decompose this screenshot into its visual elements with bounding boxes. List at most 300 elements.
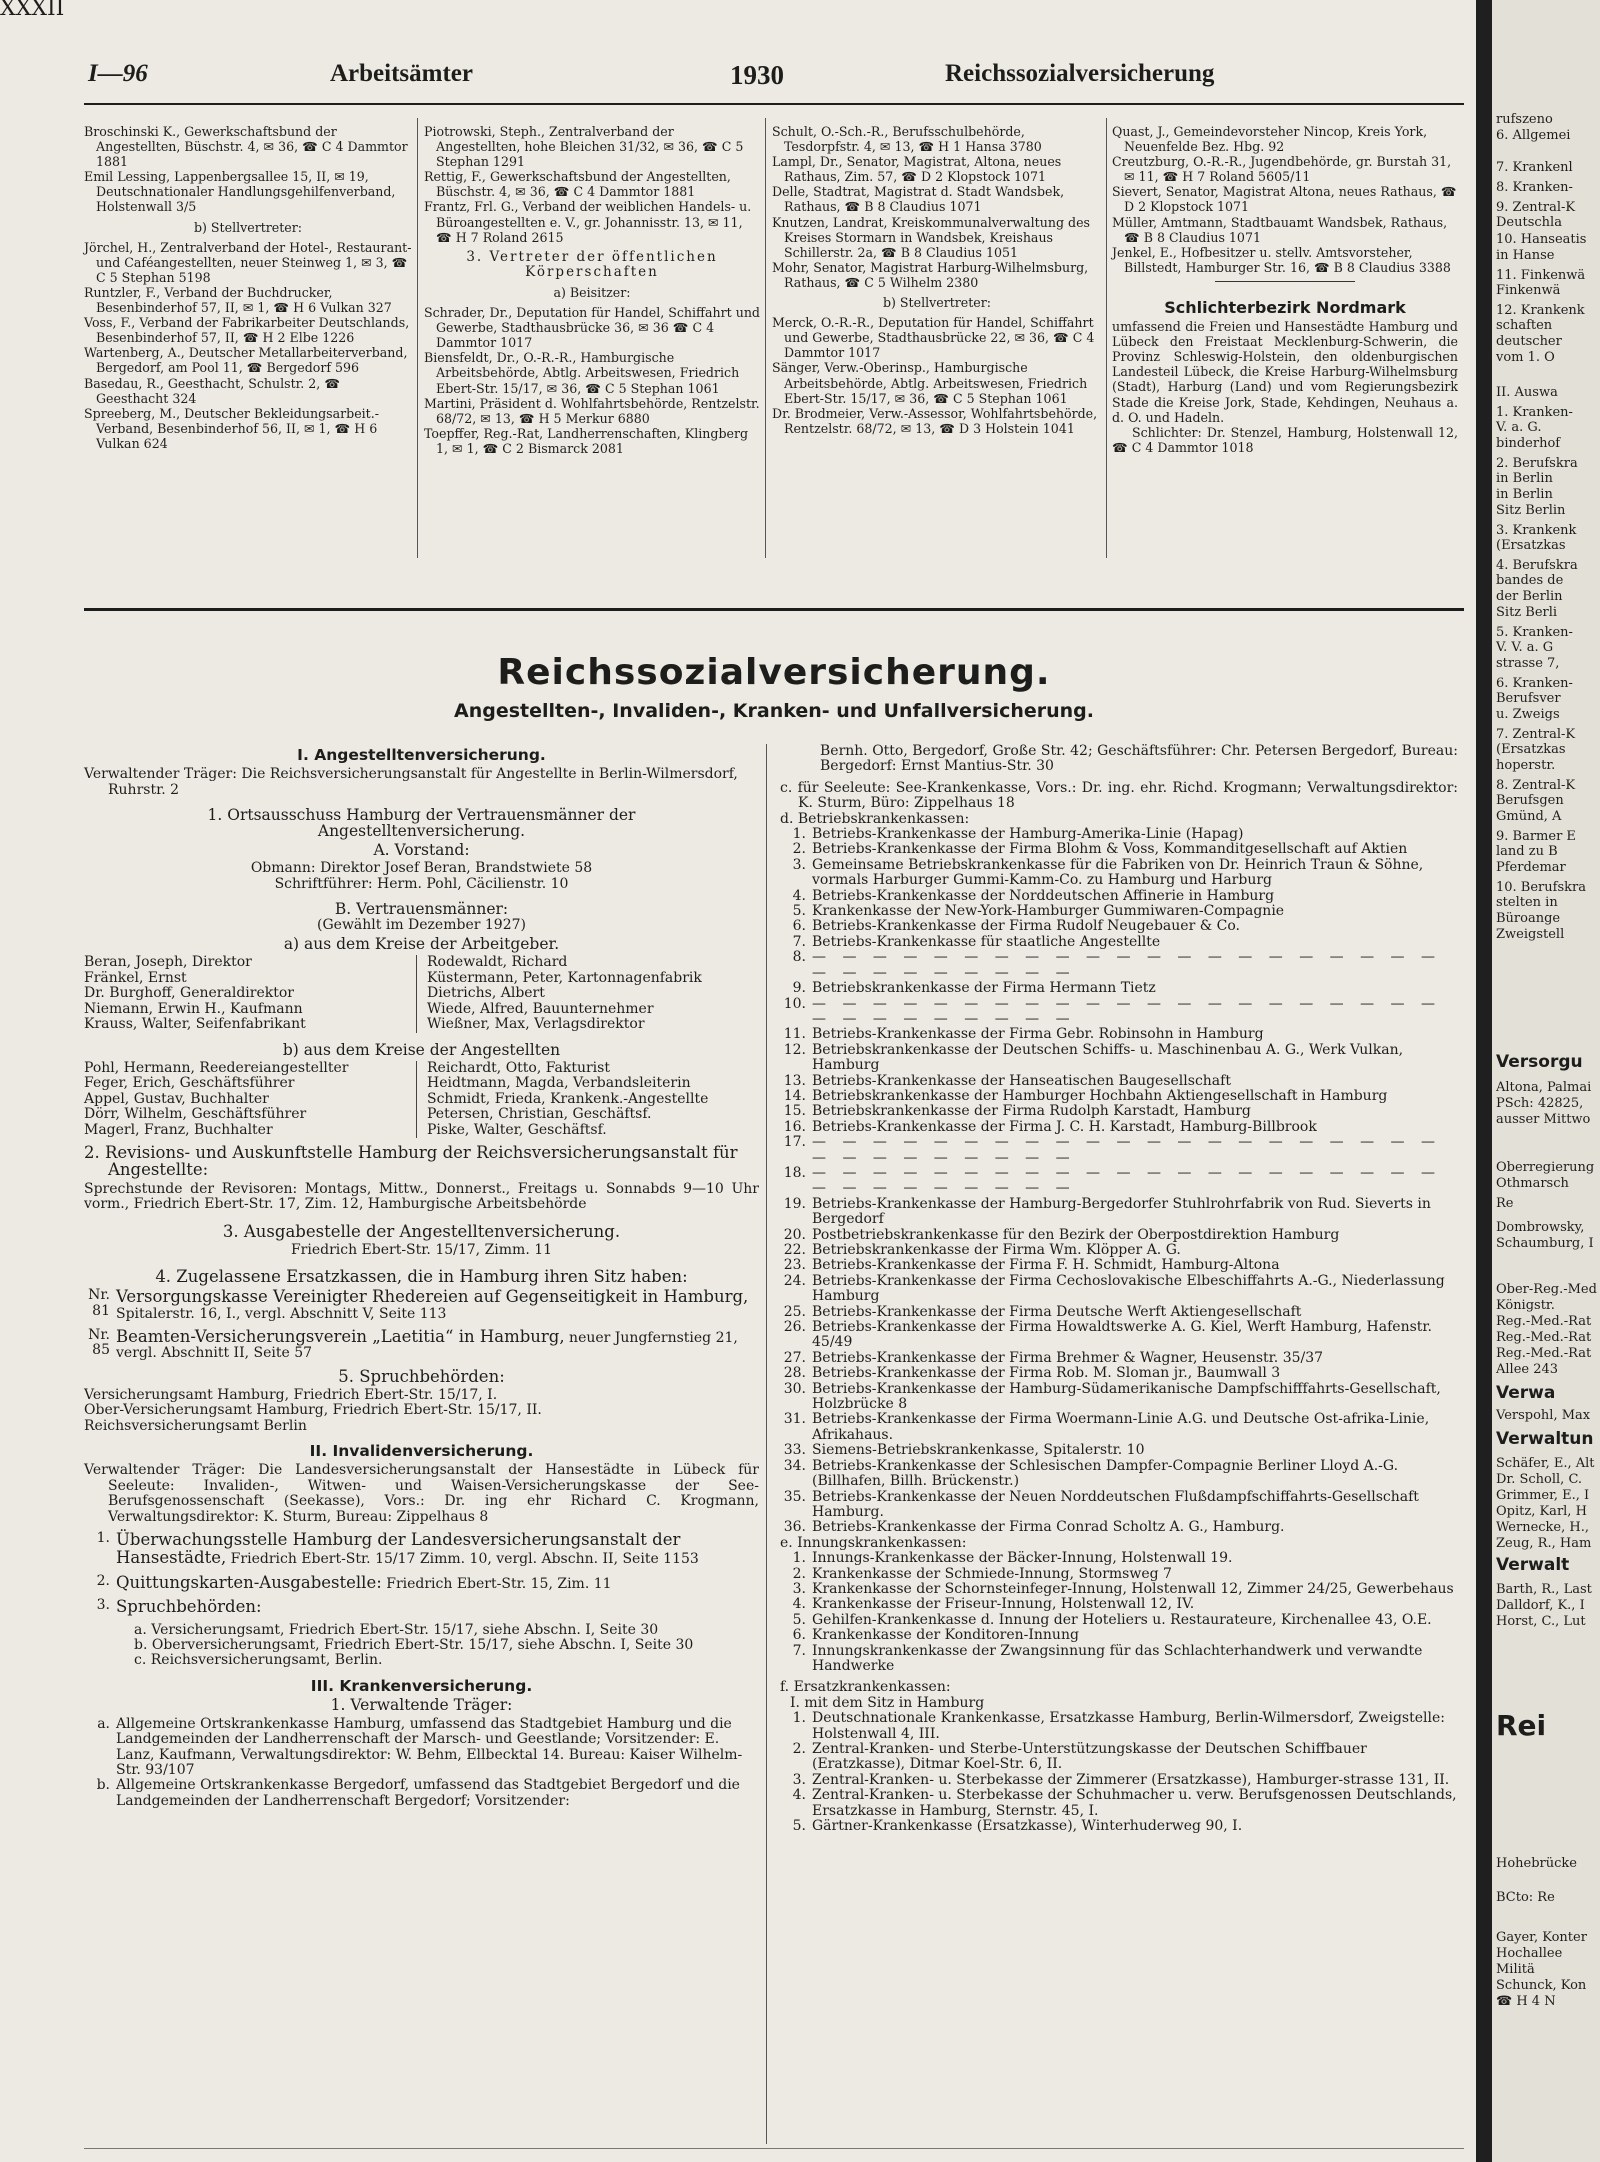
numbered-entry — [780, 950, 1458, 981]
list-item: Wießner, Max, Verlagsdirektor — [427, 1016, 645, 1033]
numbered-entry — [780, 1043, 1458, 1074]
list-item: Feger, Erich, Geschäftsführer — [84, 1075, 295, 1092]
entry-detail: Friedrich Ebert-Str. 15, Zim. 11 — [381, 1575, 612, 1592]
spruch-heading: 5. Spruchbehörden: — [338, 1366, 505, 1386]
fragment-line: ☎ H 4 N — [1496, 1994, 1556, 2009]
fragment-line: 5. Kranken- — [1496, 625, 1573, 640]
fragment-line: 10. Hanseatis — [1496, 232, 1587, 247]
numbered-entry — [84, 1531, 759, 1568]
entry: Frantz, Frl. G., Verband der weiblichen Handels- u. Büroangestellten e. V., gr. Johannisstr. 13, ✉ 11, ☎ H 7 Roland 2615 — [424, 199, 752, 245]
entry-text: Betriebs-Krankenkasse der Norddeutschen Affinerie in Hamburg — [812, 887, 1275, 904]
vertrauensmaenner-heading: B. Vertrauensmänner: — [334, 900, 509, 919]
entry: Sievert, Senator, Magistrat Altona, neues Rathaus, ☎ D 2 Klopstock 1071 — [1112, 184, 1457, 215]
fragment-line: 2. Berufskra — [1496, 456, 1578, 471]
entry-number: 3. — [96, 1597, 110, 1614]
fragment-line: der Berlin — [1496, 589, 1563, 604]
numbered-entry — [780, 827, 1458, 842]
fragment-line: deutscher — [1496, 334, 1562, 349]
numbered-entry — [780, 1520, 1458, 1535]
schlichter-text: umfassend die Freien und Hansestädte Hamburg und Lübeck den Freistaat Mecklenburg-Schwerin, die Provinz Schleswig-Holstein, den oldenburgischen Landesteil Lübeck, die Kreise Harburg-Wilhelmsburg (Stadt), Harburg (Land) und vom Regierungsbezirk Stade die Kreise Jork, Stade, Kehdingen, Neuhaus a. d. O. und Hadeln. — [1112, 319, 1458, 425]
left-main-column — [84, 744, 759, 1809]
fragment-line: Sitz Berlin — [1496, 503, 1566, 518]
entry-number: 11. — [783, 1026, 806, 1043]
fragment-line: Schaumburg, I — [1496, 1236, 1594, 1251]
entry-text: Siemens-Betriebskrankenkasse, Spitalerstr. 10 — [812, 1442, 1145, 1459]
fragment-line: 3. Krankenk — [1496, 523, 1577, 538]
entry-text: Gemeinsame Betriebskrankenkasse für die Fabriken von Dr. Heinrich Traun & Söhne, vormals Harburger Gummi-Kamm-Co. zu Hamburg und Harburg — [812, 856, 1424, 889]
fragment-line: Finkenwä — [1496, 283, 1561, 298]
fragment-line: (Ersatzkas — [1496, 538, 1566, 553]
entry-number: 2. — [96, 1572, 110, 1589]
fragment-line: Verspohl, Max — [1496, 1408, 1591, 1423]
innungskrankenkassen-list — [780, 1551, 1458, 1674]
column-divider — [417, 118, 418, 558]
fragment-line: Gayer, Konter — [1496, 1930, 1587, 1945]
entry-title: Beamten-Versicherungsverein „Laetitia“ in Hamburg, — [116, 1326, 565, 1346]
entry-text: Innungskrankenkasse der Zwangsinnung für das Schlachterhandwerk und verwandte Handwerke — [812, 1642, 1423, 1674]
fragment-line: strasse 7, — [1496, 656, 1560, 671]
angestellte-heading: b) aus dem Kreise der Angestellten — [282, 1040, 561, 1059]
fragment-line: II. Auswa — [1496, 385, 1558, 400]
fragment-line: Deutschla — [1496, 215, 1562, 230]
ersatzkassen-heading: 4. Zugelassene Ersatzkassen, die in Hamburg ihren Sitz haben: — [155, 1267, 688, 1287]
fragment-line: BCto: Re — [1496, 1890, 1555, 1905]
fragment-heading: Verwa — [1496, 1383, 1556, 1403]
list-item: Rodewaldt, Richard — [427, 954, 568, 971]
entry: Dr. Brodmeier, Verw.-Assessor, Wohlfahrtsbehörde, Rentzelstr. 68/72, ✉ 13, ☎ D 3 Holstein 1041 — [772, 405, 1098, 436]
numbered-entry — [780, 981, 1458, 996]
entry-text: Betriebs-Krankenkasse der Hanseatischen Baugesellschaft — [812, 1072, 1231, 1089]
entry-text: Zentral-Kranken- und Sterbe-Unterstützungskasse der Deutschen Schiffbauer (Eratzkasse), Ditmar Koel-Str. 6, II. — [812, 1741, 1367, 1773]
numbered-entry — [84, 1574, 759, 1592]
numbered-entry — [780, 1351, 1458, 1366]
entry-title: Spruchbehörden: — [116, 1597, 262, 1617]
entry-detail: neuer Jungfernstieg 21, vergl. Abschnitt II, Seite 57 — [116, 1329, 738, 1362]
fragment-line: 11. Finkenwä — [1496, 268, 1586, 283]
ersatz-heading: f. Ersatzkrankenkassen: — [780, 1679, 951, 1696]
numbered-entry — [84, 1598, 759, 1616]
entry-number: 22. — [783, 1242, 806, 1258]
entry-number: 1. — [792, 1710, 806, 1727]
entry-text: — — — — — — — — — — — — — — — — — — — — — — — — — — — — — — — [812, 995, 1442, 1027]
entry-text: Betriebs-Krankenkasse der Firma Deutsche Werft Aktiengesellschaft — [812, 1303, 1302, 1320]
arbeitgeber-list-left — [84, 955, 417, 1032]
list-item: Piske, Walter, Geschäftsf. — [427, 1121, 607, 1138]
column-divider — [765, 118, 766, 558]
entry-text: Gärtner-Krankenkasse (Ersatzkasse), Winterhuderweg 90, I. — [812, 1818, 1243, 1835]
entry-number: 7. — [792, 933, 806, 950]
fragment-line: Re — [1496, 1196, 1514, 1211]
numbered-entry — [780, 1027, 1458, 1042]
entry-number: 6. — [792, 918, 806, 935]
numbered-entry — [780, 1711, 1458, 1742]
numbered-entry — [780, 1742, 1458, 1773]
entry: Merck, O.-R.-R., Deputation für Handel, Schiffahrt und Gewerbe, Stadthausbrücke 22, ✉ 36, ☎ C 4 Dammtor 1017 — [772, 315, 1095, 361]
entry-text: Innungs-Krankenkasse der Bäcker-Innung, Holstenwall 19. — [812, 1550, 1233, 1567]
entry-text: Krankenkasse der Friseur-Innung, Holstenwall 12, IV. — [812, 1596, 1195, 1613]
entry-number: 26. — [783, 1319, 806, 1336]
fragment-line: ausser Mittwo — [1496, 1112, 1591, 1127]
fragment-line: Allee 243 — [1496, 1362, 1559, 1377]
verwaltende-traeger-heading: 1. Verwaltende Träger: — [330, 1696, 513, 1715]
entry-text: Allgemeine Ortskrankenkasse Hamburg, umfassend das Stadtgebiet Hamburg und die Landgemeinden der Landherrenschaft der Marsch- und Geestlande; Vorsitzender: E. Lanz, Kaufmann, Verwaltungsdirektor: W. Behm, Ellbecktal 14. Bureau: Kaiser Wilhelm-Str. 93/107 — [116, 1715, 743, 1778]
top-column-4 — [1112, 124, 1458, 455]
fragment-line: PSch: 42825, — [1496, 1096, 1584, 1111]
fragment-line: Pferdemar — [1496, 860, 1566, 875]
vertrauensmaenner-sub: (Gewählt im Dezember 1927) — [317, 916, 526, 933]
fragment-line: Othmarsch — [1496, 1176, 1569, 1191]
numbered-entry — [780, 1120, 1458, 1135]
entry-number: 9. — [792, 980, 806, 997]
fragment-line: Gmünd, A — [1496, 809, 1562, 824]
fragment-heading: Verwaltun — [1496, 1429, 1594, 1449]
entry-number: 33. — [783, 1442, 806, 1459]
entry-text: Deutschnationale Krankenkasse, Ersatzkasse Hamburg, Berlin-Wilmersdorf, Zweigstelle: Holstenwall 4, III. — [812, 1710, 1445, 1742]
entry: Wartenberg, A., Deutscher Metallarbeiterverband, Bergedorf, am Pool 11, ☎ Bergedorf 596 — [84, 345, 408, 376]
fragment-line: Dombrowsky, — [1496, 1220, 1585, 1235]
entry-number: 6. — [792, 1627, 806, 1644]
numbered-entry — [780, 1628, 1458, 1643]
numbered-entry — [780, 1274, 1458, 1305]
header-page-number: I—96 — [88, 60, 148, 87]
list-item: b. Oberversicherungsamt, Friedrich Ebert-Str. 15/17, siehe Abschn. I, Seite 30 — [134, 1637, 694, 1654]
numbered-entry — [780, 1412, 1458, 1443]
entry-text: — — — — — — — — — — — — — — — — — — — — — — — — — — — — — — — [812, 1164, 1442, 1197]
entry: Sänger, Verw.-Oberinsp., Hamburgische Arbeitsbehörde, Abtlg. Arbeitswesen, Friedrich Ebert-Str. 15/17, ✉ 36, ☎ C 5 Stephan 1061 — [772, 360, 1088, 406]
list-item: Versicherungsamt Hamburg, Friedrich Ebert-Str. 15/17, I. — [84, 1386, 498, 1403]
entry-text — [116, 1531, 759, 1568]
entry-text — [116, 1574, 759, 1592]
book-gutter — [1476, 0, 1492, 2162]
traeger-text: Verwaltender Träger: Die Reichsversicherungsanstalt für Angestellte in Berlin-Wilmersdorf, Ruhrstr. 2 — [84, 766, 738, 798]
entry: Jörchel, H., Zentralverband der Hotel-, Restaurant- und Caféangestellten, neuer Steinweg 1, ✉ 3, ☎ C 5 Stephan 5198 — [84, 239, 412, 285]
numbered-entry — [780, 1597, 1458, 1612]
entry-number: 25. — [783, 1303, 806, 1320]
continuation-text: Bernh. Otto, Bergedorf, Große Str. 42; Geschäftsführer: Chr. Petersen Bergedorf, Bureau: Bergedorf: Ernst Mantius-Str. 30 — [820, 743, 1458, 775]
entry: Jenkel, E., Hofbesitzer u. stellv. Amtsvorsteher, Billstedt, Hamburger Str. 16, ☎ B 8 Claudius 3388 — [1112, 244, 1451, 275]
fragment-line: Ober-Reg.-Med — [1496, 1282, 1597, 1297]
numbered-entry — [780, 1788, 1458, 1819]
revision-heading: 2. Revisions- und Auskunftstelle Hamburg der Reichsversicherungsanstalt für Angestellte: — [84, 1142, 738, 1179]
fragment-line: Grimmer, E., I — [1496, 1488, 1590, 1503]
entry-number: 4. — [792, 1787, 806, 1804]
numbered-entry — [780, 1819, 1458, 1834]
fragment-line: 6. Kranken- — [1496, 676, 1573, 691]
ausgabe-heading: 3. Ausgabestelle der Angestelltenversicherung. — [222, 1221, 621, 1241]
list-item: Wiede, Alfred, Bauunternehmer — [427, 1000, 654, 1017]
entry-number: 16. — [783, 1118, 806, 1135]
fragment-line: Opitz, Karl, H — [1496, 1504, 1587, 1519]
numbered-entry — [780, 1613, 1458, 1628]
entry-number: 10. — [783, 995, 806, 1012]
seeleute-text: c. für Seeleute: See-Krankenkasse, Vors.: Dr. ing. ehr. Richd. Krogmann; Verwaltungsdirektor: K. Sturm, Büro: Zippelhaus 18 — [780, 779, 1458, 812]
fragment-heading: Rei — [1496, 1709, 1547, 1742]
entry: Mohr, Senator, Magistrat Harburg-Wilhelmsburg, Rathaus, ☎ C 5 Wilhelm 2380 — [772, 259, 1089, 290]
entry-number: 20. — [783, 1226, 806, 1243]
numbered-entry — [780, 1773, 1458, 1788]
page-corner-number: XXXII — [0, 0, 65, 21]
arbeitgeber-heading: a) aus dem Kreise der Arbeitgeber. — [283, 935, 560, 954]
ortsausschuss-heading: 1. Ortsausschuss Hamburg der Vertrauensmänner der Angestelltenversicherung. — [207, 806, 636, 840]
section-heading: II. Invalidenversicherung. — [309, 1442, 534, 1460]
fragment-line: vom 1. O — [1496, 350, 1555, 365]
bottom-rule — [84, 2148, 1464, 2149]
entry-text: Betriebs-Krankenkasse der Firma Cechoslovakische Elbeschiffahrts A.-G., Niederlassung Hamburg — [812, 1272, 1445, 1305]
innung-heading: e. Innungskrankenkassen: — [780, 1534, 967, 1551]
fragment-line: (Ersatzkas — [1496, 742, 1566, 757]
numbered-entry — [780, 997, 1458, 1028]
fragment-line: Zeug, R., Ham — [1496, 1536, 1592, 1551]
entry-number: 2. — [792, 1565, 806, 1582]
entry: Spreeberg, M., Deutscher Bekleidungsarbeit.-Verband, Besenbinderhof 56, II, ✉ 1, ☎ H 6 Vulkan 624 — [84, 405, 379, 451]
numbered-entry — [780, 1197, 1458, 1228]
entry: Emil Lessing, Lappenbergsallee 15, II, ✉ 19, Deutschnationaler Handlungsgehilfenverband, Holstenwall 3/5 — [84, 169, 396, 215]
fragment-line: schaften — [1496, 318, 1553, 333]
fragment-line: 7. Zentral-K — [1496, 727, 1576, 742]
entry: Basedau, R., Geesthacht, Schulstr. 2, ☎ Geesthacht 324 — [84, 375, 341, 406]
entry-text: Betriebs-Krankenkasse der Neuen Norddeutschen Flußdampfschiffahrts-Gesellschaft Hamburg. — [812, 1488, 1419, 1520]
entry-number: 4. — [792, 887, 806, 904]
fragment-line: Reg.-Med.-Rat — [1496, 1330, 1592, 1345]
entry-text: Betriebs-Krankenkasse der Hamburg-Südamerikanische Dampfschifffahrts-Gesellschaft, Holzbrücke 8 — [812, 1380, 1441, 1413]
numbered-entry — [84, 1778, 759, 1809]
entry-number: 18. — [783, 1164, 806, 1181]
fragment-line: 9. Zentral-K — [1496, 200, 1576, 215]
main-title: Reichssozialversicherung. — [497, 652, 1051, 693]
fragment-line: 10. Berufskra — [1496, 880, 1586, 895]
angestellte-list-left — [84, 1061, 417, 1138]
section-heading: III. Krankenversicherung. — [310, 1676, 533, 1695]
entry-number: 23. — [783, 1257, 806, 1274]
entry-number: 12. — [783, 1041, 806, 1058]
invaliden-spruch-list — [84, 1623, 759, 1669]
fragment-line: rufszeno — [1496, 112, 1553, 127]
entry-text: Betriebskrankenkasse der Hamburger Hochbahn Aktiengesellschaft in Hamburg — [812, 1087, 1388, 1104]
entry-number: 34. — [783, 1457, 806, 1474]
top-column-4-list — [1112, 124, 1458, 275]
ersatzkrankenkassen-list — [780, 1711, 1458, 1834]
fragment-line: bandes de — [1496, 573, 1564, 588]
entry-text: Betriebskrankenkasse der Deutschen Schiffs- u. Maschinenbau A. G., Werk Vulkan, Hamburg — [812, 1041, 1404, 1074]
entry: Rettig, F., Gewerkschaftsbund der Angestellten, Büschstr. 4, ✉ 36, ☎ C 4 Dammtor 1881 — [424, 169, 731, 200]
fragment-line: Hohebrücke — [1496, 1856, 1577, 1871]
entry-number: Nr. 81 — [88, 1287, 110, 1319]
entry-text: Krankenkasse der Schornsteinfeger-Innung, Holstenwall 12, Zimmer 24/25, Gewerbehaus — [812, 1580, 1454, 1597]
list-item: Krauss, Walter, Seifenfabrikant — [84, 1016, 306, 1033]
entry-number: 4. — [792, 1596, 806, 1613]
entry-text: Gehilfen-Krankenkasse d. Innung der Hoteliers u. Restaurateure, Kirchenallee 43, O.E. — [812, 1611, 1432, 1628]
numbered-entry — [780, 1490, 1458, 1521]
entry-number: 31. — [783, 1411, 806, 1428]
numbered-entry — [780, 1135, 1458, 1166]
invaliden-traeger: Verwaltender Träger: Die Landesversicherungsanstalt der Hansestädte in Lübeck für Seeleute: Invaliden-, Witwen- und Waisen-Versicherungskasse der See-Berufsgenossenschaft (Seekasse), Vors.: Dr. ing ehr Richard C. Krogmann, Verwaltungsdirektor: K. Sturm, Bureau: Zippelhaus 8 — [84, 1462, 759, 1525]
fragment-line: binderhof — [1496, 436, 1561, 451]
fragment-line: Wernecke, H., — [1496, 1520, 1589, 1535]
entry: Lampl, Dr., Senator, Magistrat, Altona, neues Rathaus, Zim. 57, ☎ D 2 Klopstock 1071 — [772, 154, 1062, 185]
numbered-entry — [780, 1258, 1458, 1273]
entry-number: 5. — [792, 1818, 806, 1835]
fragment-line: 1. Kranken- — [1496, 405, 1573, 420]
entry: Quast, J., Gemeindevorsteher Nincop, Kreis York, Neuenfelde Bez. Hbg. 92 — [1112, 124, 1428, 155]
entry-text: Krankenkasse der Konditoren-Innung — [812, 1627, 1079, 1644]
entry: Piotrowski, Steph., Zentralverband der Angestellten, hohe Bleichen 31/32, ✉ 36, ☎ C 5 Stephan 1291 — [424, 124, 744, 170]
fragment-line: land zu B — [1496, 844, 1558, 859]
vorstand-heading: A. Vorstand: — [373, 841, 470, 860]
entry-number: 13. — [783, 1072, 806, 1089]
entry-number: 2. — [792, 841, 806, 858]
numbered-entry — [780, 889, 1458, 904]
numbered-entry — [84, 1288, 759, 1322]
column-divider — [1106, 118, 1107, 558]
separator — [1215, 281, 1355, 282]
entry-number: 27. — [783, 1349, 806, 1366]
entry: Schult, O.-Sch.-R., Berufsschulbehörde, Tesdorpfstr. 4, ✉ 13, ☎ H 1 Hansa 3780 — [772, 124, 1042, 155]
fragment-line: Berufsgen — [1496, 793, 1564, 808]
angestellte-list — [84, 1061, 759, 1138]
fragment-line: Zweigstell — [1496, 927, 1565, 942]
entry-detail: Friedrich Ebert-Str. 15/17 Zimm. 10, vergl. Abschn. II, Seite 1153 — [226, 1551, 699, 1568]
entry: 3. Vertreter der öffentlichen Körperschaften — [466, 248, 718, 280]
fragment-line: Berufsver — [1496, 691, 1561, 706]
entry-title: Quittungskarten-Ausgabestelle: — [116, 1572, 382, 1592]
entry-number: 3. — [792, 856, 806, 873]
entry-text — [116, 1288, 759, 1322]
list-item: Pohl, Hermann, Reedereiangestellter — [84, 1059, 349, 1076]
fragment-line: Militä — [1496, 1962, 1535, 1977]
entry-text: — — — — — — — — — — — — — — — — — — — — — — — — — — — — — — — [812, 949, 1442, 981]
entry-text — [116, 1328, 759, 1362]
main-subtitle: Angestellten-, Invaliden-, Kranken- und Unfallversicherung. — [454, 700, 1094, 722]
list-item: Dietrichs, Albert — [427, 985, 545, 1002]
angestellte-list-right — [427, 1061, 759, 1138]
fragment-line: Büroange — [1496, 911, 1561, 926]
right-main-column — [780, 744, 1458, 1834]
entry-text: Zentral-Kranken- u. Sterbekasse der Zimmerer (Ersatzkasse), Hamburger-strasse 131, II. — [812, 1771, 1450, 1788]
list-item: Küstermann, Peter, Kartonnagenfabrik — [427, 969, 702, 986]
fragment-line: 6. Allgemei — [1496, 128, 1571, 143]
fragment-heading: Versorgu — [1496, 1052, 1583, 1072]
entry-text — [116, 1598, 759, 1616]
numbered-entry — [84, 1717, 759, 1779]
fragment-line: Reg.-Med.-Rat — [1496, 1346, 1592, 1361]
entry: Delle, Stadtrat, Magistrat d. Stadt Wandsbek, Rathaus, ☎ B 8 Claudius 1071 — [772, 184, 1065, 215]
entry-number: 17. — [783, 1134, 806, 1151]
fragment-line: Hochallee — [1496, 1946, 1563, 1961]
fragment-line: Dalldorf, K., I — [1496, 1598, 1585, 1613]
fragment-line: Reg.-Med.-Rat — [1496, 1314, 1592, 1329]
entry-number: 36. — [783, 1519, 806, 1536]
numbered-entry — [780, 1551, 1458, 1566]
entry: Broschinski K., Gewerkschaftsbund der Angestellten, Büschstr. 4, ✉ 36, ☎ C 4 Dammtor 1881 — [84, 124, 408, 170]
numbered-entry — [780, 1166, 1458, 1197]
list-item: Dörr, Wilhelm, Geschäftsführer — [84, 1106, 307, 1123]
entry-title: Versorgungskasse Vereinigter Rhedereien auf Gegenseitigkeit in Hamburg, — [116, 1287, 749, 1307]
arbeitgeber-list — [84, 955, 759, 1032]
fragment-line: in Hanse — [1496, 248, 1555, 263]
entry-number: 2. — [792, 1741, 806, 1757]
fragment-line: 9. Barmer E — [1496, 829, 1576, 844]
entry: Toepffer, Reg.-Rat, Landherrenschaften, Klingberg 1, ✉ 1, ☎ C 2 Bismarck 2081 — [424, 425, 749, 456]
numbered-entry — [780, 842, 1458, 857]
krankenkassen-list — [84, 1717, 759, 1809]
entry-number: 1. — [96, 1530, 110, 1547]
entry: Runtzler, F., Verband der Buchdrucker, Besenbinderhof 57, II, ✉ 1, ☎ H 6 Vulkan 327 — [84, 284, 392, 316]
entry-text: Betriebs-Krankenkasse der Schlesischen Dampfer-Compagnie Berliner Lloyd A.-G. (Billhafen, Billh. Brückenstr.) — [812, 1457, 1399, 1490]
section-rule — [84, 608, 1464, 611]
entry-number: 28. — [783, 1365, 806, 1382]
fragment-line: Sitz Berli — [1496, 605, 1558, 620]
top-column-1 — [84, 124, 412, 451]
entry-number: Nr. 85 — [88, 1326, 110, 1359]
entry-detail: Spitalerstr. 16, I., vergl. Abschnitt V, Seite 113 — [116, 1305, 447, 1322]
entry-number: 19. — [783, 1195, 806, 1212]
entry-text: Betriebskrankenkasse der Firma Wm. Klöpper A. G. — [812, 1242, 1181, 1258]
numbered-entry — [780, 1567, 1458, 1582]
header-right-title: Reichssozialversicherung — [945, 60, 1215, 87]
schriftfuehrer-text: Schriftführer: Herm. Pohl, Cäcilienstr. 10 — [274, 875, 569, 892]
entry-number: 15. — [783, 1103, 806, 1120]
entry: Müller, Amtmann, Stadtbauamt Wandsbek, Rathaus, ☎ B 8 Claudius 1071 — [1112, 214, 1448, 245]
numbered-entry — [780, 1582, 1458, 1597]
obmann-text: Obmann: Direktor Josef Beran, Brandstwiete 58 — [250, 860, 593, 877]
entry-number: 5. — [792, 903, 806, 920]
entry-number: 3. — [792, 1580, 806, 1597]
schlichter-title: Schlichterbezirk Nordmark — [1164, 297, 1406, 317]
revision-text: Sprechstunde der Revisoren: Montags, Mittw., Donnerst., Freitags u. Sonnabds 9—10 Uhr vorm., Friedrich Ebert-Str. 17, Zim. 12, Hamburgische Arbeitsbehörde — [84, 1180, 759, 1213]
list-item: Schmidt, Frieda, Krankenk.-Angestellte — [427, 1090, 709, 1107]
numbered-entry — [780, 1459, 1458, 1490]
numbered-entry — [780, 1382, 1458, 1413]
fragment-line: 4. Berufskra — [1496, 558, 1578, 573]
ersatzkassen-list — [84, 1288, 759, 1362]
entry: b) Stellvertreter: — [193, 219, 303, 235]
fragment-line: 8. Kranken- — [1496, 180, 1573, 195]
entry-text: — — — — — — — — — — — — — — — — — — — — — — — — — — — — — — — [812, 1134, 1442, 1166]
bkk-heading: d. Betriebskrankenkassen: — [780, 810, 970, 827]
section-heading: I. Angestelltenversicherung. — [297, 746, 546, 764]
fragment-line: 8. Zentral-K — [1496, 778, 1576, 793]
numbered-entry — [780, 1443, 1458, 1458]
adjacent-page-fragment — [1492, 0, 1600, 2162]
list-item: a. Versicherungsamt, Friedrich Ebert-Str. 15/17, siehe Abschn. I, Seite 30 — [134, 1621, 659, 1638]
header-year: 1930 — [730, 60, 784, 90]
entry-text: Betriebs-Krankenkasse der Firma Howaldtswerke A. G. Kiel, Werft Hamburg, Hafenstr. 45/49 — [812, 1319, 1433, 1351]
fragment-line: Horst, C., Lut — [1496, 1614, 1586, 1629]
entry-number: 1. — [792, 1550, 806, 1567]
header-rule — [84, 103, 1464, 105]
fragment-line: Schunck, Kon — [1496, 1978, 1587, 1993]
fragment-line: V. a. G. — [1496, 420, 1542, 435]
entry-text: Betriebs-Krankenkasse für staatliche Angestellte — [812, 933, 1161, 950]
list-item: Fränkel, Ernst — [84, 969, 187, 986]
entry-number: 8. — [792, 949, 806, 966]
entry-number: 30. — [783, 1380, 806, 1397]
entry-number: 3. — [792, 1771, 806, 1788]
fragment-line: Barth, R., Last — [1496, 1582, 1592, 1597]
numbered-entry — [780, 1074, 1458, 1089]
numbered-entry — [780, 1305, 1458, 1320]
header-left-title: Arbeitsämter — [330, 60, 473, 87]
entry-text: Allgemeine Ortskrankenkasse Bergedorf, umfassend das Stadtgebiet Bergedorf und die Landgemeinden der Landherrenschaft Bergedorf; Vorsitzender: — [116, 1777, 740, 1809]
fragment-line: Altona, Palmai — [1496, 1080, 1592, 1095]
fragment-line: Königstr. — [1496, 1298, 1555, 1313]
fragment-line: Oberregierung — [1496, 1160, 1595, 1175]
list-item: Petersen, Christian, Geschäftsf. — [427, 1106, 652, 1123]
entry-text: Betriebs-Krankenkasse der Hamburg-Amerika-Linie (Hapag) — [812, 826, 1244, 843]
entry: Knutzen, Landrat, Kreiskommunalverwaltung des Kreises Stormarn in Wandsbek, Kreishaus Schillerstr. 2a, ☎ B 8 Claudius 1051 — [772, 214, 1090, 260]
ausgabe-address: Friedrich Ebert-Str. 15/17, Zimm. 11 — [290, 1241, 553, 1258]
list-item: Beran, Joseph, Direktor — [84, 954, 252, 971]
